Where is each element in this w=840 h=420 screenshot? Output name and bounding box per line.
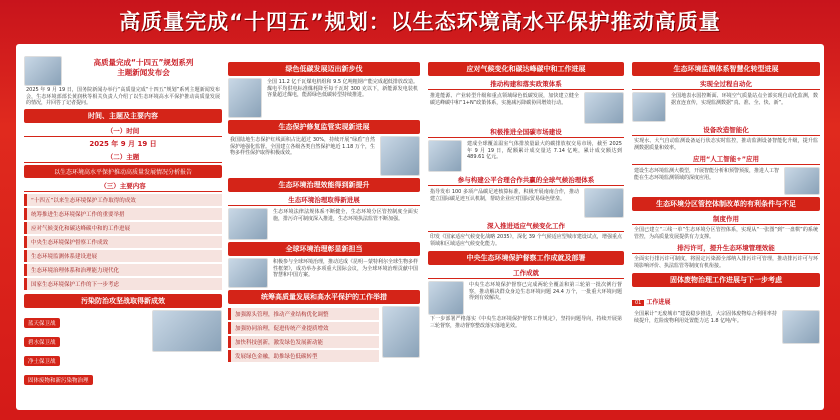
page-title: 高质量完成“十四五”规划：以生态环境高水平保护推动高质量: [119, 10, 721, 34]
meeting-photo: [24, 56, 62, 86]
date-text: 2025 年 9 月 19 日: [89, 139, 157, 148]
content-item: 中央生态环境保护督察工作成效: [24, 236, 222, 248]
column-2: [228, 52, 420, 404]
section-zoning: 生态环境分区管控体制改革的有利条件与不足: [632, 197, 820, 211]
section-governance: 生态环境治理效能得到新提升: [228, 178, 420, 192]
column-4: [632, 52, 820, 404]
section-eco-protection: 生态保护修复监管实现新进展: [228, 120, 420, 134]
global-climate-text: 指导发布 100 多项产品碳足迹核算标准，积极开展南南合作，推动建立国际碳足迹互认机制，帮助企业应对国际贸易绿色壁垒。: [430, 189, 579, 202]
wind-photo: [584, 92, 624, 124]
section-solid-waste: 固体废物治理工作进展与下一步考虑: [632, 273, 820, 287]
section-green-low-carbon: 绿色低碳发展迈出新步伐: [228, 62, 420, 76]
sub-content: （三）主要内容: [24, 180, 222, 192]
sub-carbon-market: 积极推进全国碳市场建设: [428, 126, 624, 138]
sub-progress: 工作进展: [646, 299, 671, 306]
section-inspection: 中央生态环境保护督察工作成就及部署: [428, 251, 624, 265]
permit-text: 全面实行排污许可制度，将固定污染源全部纳入排污许可管理，推动排污许可与环境影响评价、执法监管等制度有机衔接。: [634, 256, 818, 269]
automation-text: 全国地表水国控断面、环境空气质量站点全部实现自动化监测，数据直连直传，实现监测数据“真、准、全、快、新”。: [671, 93, 818, 106]
solid-waste-text: 全国累计“无废城市”建设稳步推进，大宗固体废物综合利用率持续提升，危险废物利用处置能力达 1.8 亿吨/年。: [634, 311, 777, 324]
content-item: 统筹推进生态环境保护工作的重要举措: [24, 208, 222, 220]
governance-photo: [228, 208, 268, 240]
global-text: 积极参与全球环境治理，推动达成《昆明－蒙特利尔全球生物多样性框架》，成功举办多项重大国际会议，为全球环境治理贡献中国智慧和中国方案。: [273, 259, 419, 278]
number-tag: 01: [632, 300, 644, 306]
factory-photo: [382, 306, 420, 358]
sub-time: （一）时间: [24, 125, 222, 137]
sub-permit: 排污许可，提升生态环境管理效能: [632, 242, 820, 254]
global-photo: [228, 258, 268, 288]
measure-item: 加强源头管理，推动产业结构优化调整: [228, 308, 379, 320]
system-role-text: 全国已建立“三线一单”生态环境分区管控体系，实现从“一张图”到“一盘棋”的系统管控，为高质量发展提供有力支撑。: [634, 227, 818, 240]
sub-intelligent: 设备改造智能化: [632, 124, 820, 136]
waste-photo: [782, 310, 820, 344]
city-photo: [584, 188, 624, 218]
content-item: “十四五”以来生态环境保护工作取得的成效: [24, 194, 222, 206]
measure-item: 发展绿色金融，助推绿色低碳转型: [228, 350, 379, 362]
measure-item: 加强协同治理，促进传统产业提质增效: [228, 322, 379, 334]
adaptation-text: 印发《国家适应气候变化战略 2035》，深化 39 个气候适应型城市建设试点，增强重点领域和区域适应气候变化能力。: [430, 234, 622, 247]
inspection-photo: [428, 281, 464, 315]
sub-automation: 实现全过程自动化: [632, 78, 820, 90]
sub-policy: 推动构建和落实政策体系: [428, 78, 624, 90]
pollution-item: 净土保卫战: [24, 356, 60, 366]
sub-governance: 生态环境治理取得新进展: [228, 194, 420, 206]
ai-text: 建设生态环境监测大模型，开展智能分析和预警预报，推进人工智能在生态环境监测领域的深度应用。: [634, 168, 780, 181]
content-item: 生态环境治理体系和治理能力现代化: [24, 264, 222, 276]
sub-theme: （二）主题: [24, 151, 222, 163]
pollution-item: 蓝天保卫战: [24, 318, 60, 328]
section-climate: 应对气候变化和碳达峰碳中和工作进展: [428, 62, 624, 76]
column-1: [24, 52, 222, 404]
deployment-text: 下一步部署严格落实《中央生态环境保护督察工作规定》，坚持问题导向，持续开展第三轮督察，推动督察整改落实落地见效。: [430, 316, 622, 329]
section-monitoring: 生态环境监测体系智慧化转型进展: [632, 62, 820, 76]
inspection-text: 中央生态环境保护督察已完成两轮全覆盖和第三轮第一批次例行督察，推动解决群众身边生态环境问题 24.4 万个，一批重大环境问题得到有效解决。: [469, 282, 622, 301]
section-pollution: 污染防治攻坚战取得新成效: [24, 294, 222, 308]
green-text: 全国 11.2 亿千瓦煤电机组和 9.5 亿吨粗钢产能完成超低排放改造。煤电平均供电标准煤耗降至每千瓦时 300 克以下，新能源发电装机容量超过煤电，能源绿色低碳转型持续推进。: [267, 79, 418, 98]
monitor-photo: [632, 92, 666, 122]
measure-item: 加快科技创新，激发绿色发展新动能: [228, 336, 379, 348]
pollution-item: 碧水保卫战: [24, 337, 60, 347]
theme-text: 以生态环境高水平保护推动高质量发展情况分析报告: [24, 165, 222, 178]
content-item: 国家生态环境保护工作的下一步考虑: [24, 278, 222, 290]
policy-text: 推进能源、产业转型升级和重点领域绿色低碳发展，加快建立健全碳达峰碳中和“1+N”政策体系，实施减污降碳协同增效行动。: [430, 93, 579, 106]
ai-photo: [784, 167, 820, 195]
column-3: [428, 52, 624, 404]
section-global: 全球环境治理彰显新担当: [228, 242, 420, 256]
carbon-market-text: 建成全球覆盖温室气体排放量最大的碳排放权交易市场，截至 2025 年 9 月 19 日，配额累计成交量达 7.14 亿吨，累计成交额达到 489.61 亿元。: [467, 141, 622, 160]
section-time-theme: 时间、主题及主要内容: [24, 109, 222, 123]
intelligent-text: 实现水、大气自动监测设备运行状态实时监控，推动监测设备智能化升级，提升监测数据质量和效率。: [634, 138, 818, 151]
sub-adaptation: 深入推进适应气候变化工作: [428, 220, 624, 232]
sub-system-role: 制度作用: [632, 213, 820, 225]
solar-photo: [228, 78, 262, 118]
sub-achievements: 工作成就: [428, 267, 624, 279]
content-item: 应对气候变化和碳达峰碳中和的工作进展: [24, 222, 222, 234]
content-item: 生态环境监测体系建设进展: [24, 250, 222, 262]
sub-global-climate: 参与构建公平合理合作共赢的全球气候治理体系: [428, 174, 624, 186]
market-photo: [428, 140, 462, 172]
governance-text: 生态环境法律法规体系不断健全，生态环境分区管控制度全面实施，排污许可制度深入推进，生态环境执法监管不断加强。: [273, 209, 418, 222]
eco-text: 我国陆地生态保护红线面积占比超过 30%，持续开展“绿盾”自然保护地强化监督。全国建立各级各类自然保护地近 1.18 万个，生物多样性保护取得积极成效。: [230, 137, 375, 156]
section-measures: 统筹高质量发展和高水平保护的工作举措: [228, 290, 420, 304]
intro-text: 2025 年 9 月 19 日，国务院新闻办举行“高质量完成“十四五”规划”系列主题新闻发布会，生态环境部部长黄润秋等相关负责人介绍了以生态环境高水平保护推动高质量发展的情况，并回答了记者提问。: [26, 87, 220, 106]
sub-ai: 应用“人工智能+”应用: [632, 153, 820, 165]
forest-photo: [380, 136, 420, 176]
press-conference-header: 高质量完成“十四五”规划系列 主题新闻发布会: [93, 58, 194, 77]
pollution-item: 固体废物和新污染物治理: [24, 375, 93, 385]
landscape-photo: [152, 310, 222, 352]
